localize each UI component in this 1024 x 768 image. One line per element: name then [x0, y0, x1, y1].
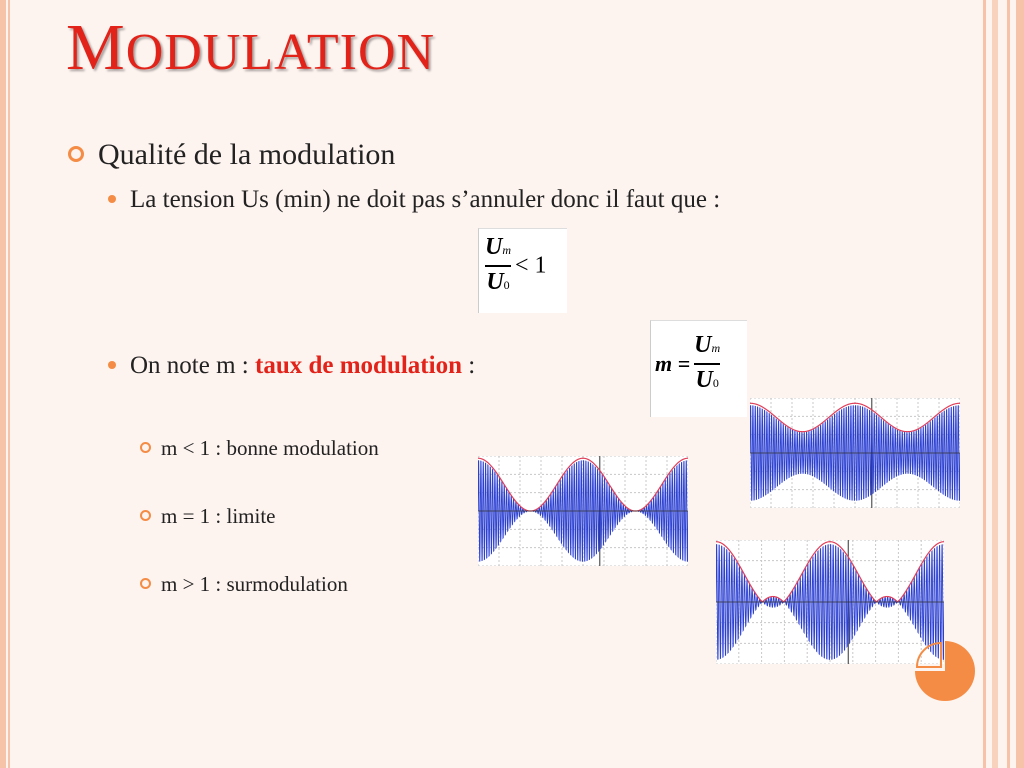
formula-condition-fraction — [485, 233, 511, 299]
formula1-num-sub: m — [502, 243, 512, 257]
sub-bullet-over-text: m > 1 : surmodulation — [161, 572, 348, 596]
formula-rate-fraction — [694, 331, 720, 397]
title-rest: ODULATION — [125, 24, 436, 81]
right-border-stripe — [992, 0, 998, 768]
title-first-letter: M — [66, 11, 126, 84]
sub-bullet-limit — [140, 504, 276, 529]
formula2-den-sub: 0 — [712, 376, 719, 390]
bullet-tension — [108, 186, 720, 214]
sub-bullet-over — [140, 572, 348, 597]
right-border-edge — [1016, 0, 1024, 768]
ring-bullet-icon — [140, 510, 151, 521]
bullet-taux-suffix: : — [461, 352, 476, 379]
ring-bullet-icon — [68, 146, 84, 162]
formula1-num: U — [485, 234, 503, 260]
formula1-den-sub: 0 — [503, 278, 510, 292]
left-border-stripe — [0, 0, 6, 768]
formula-modulation-rate — [650, 320, 747, 417]
sub-bullet-good-text: m < 1 : bonne modulation — [161, 436, 379, 460]
sub-bullet-good — [140, 436, 379, 461]
formula2-den: U — [695, 367, 713, 393]
bullet-tension-text: La tension Us (min) ne doit pas s’annuler donc il faut que : — [130, 186, 721, 213]
bullet-quality-text: Qualité de la modulation — [98, 138, 396, 171]
bullet-taux — [108, 352, 475, 380]
ring-bullet-icon — [140, 442, 151, 453]
bullet-taux-prefix: On note m : — [130, 352, 255, 379]
plot-good-modulation — [750, 398, 960, 508]
slide-title — [66, 10, 435, 86]
dot-bullet-icon — [108, 195, 116, 203]
bullet-taux-emph: taux de modulation — [255, 352, 462, 379]
formula2-lhs: m = — [655, 351, 691, 376]
plot-limit-modulation — [478, 456, 688, 566]
formula2-num: U — [694, 332, 712, 358]
formula2-num-sub: m — [711, 341, 721, 355]
pie-decoration-icon — [914, 640, 976, 702]
sub-bullet-limit-text: m = 1 : limite — [161, 504, 276, 528]
formula1-relation: < 1 — [515, 252, 547, 279]
right-border-line-1 — [983, 0, 986, 768]
bullet-quality — [68, 138, 395, 172]
dot-bullet-icon — [108, 361, 116, 369]
right-border-line-2 — [1007, 0, 1010, 768]
formula-condition — [478, 228, 567, 313]
left-border-line — [8, 0, 10, 768]
ring-bullet-icon — [140, 578, 151, 589]
formula1-den: U — [486, 269, 504, 295]
plot-overmodulation — [716, 540, 944, 664]
